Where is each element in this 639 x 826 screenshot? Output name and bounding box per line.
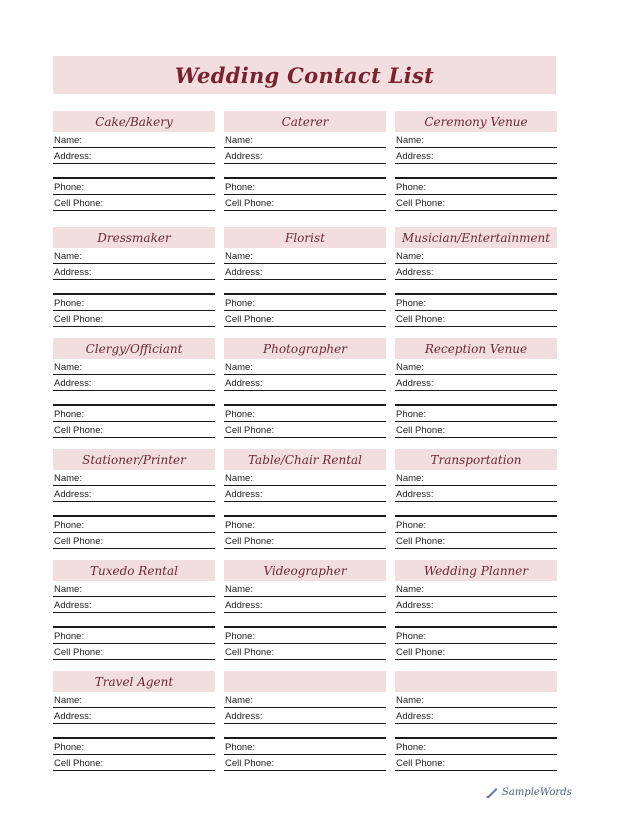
contact-block — [224, 560, 386, 660]
category-heading: Cake/Bakery — [53, 111, 215, 132]
cell-phone-field[interactable] — [53, 311, 215, 327]
cell-phone-field-label: Cell Phone: — [54, 647, 104, 658]
phone-field-label: Phone: — [225, 409, 256, 420]
name-field[interactable] — [53, 248, 215, 264]
name-field-label: Name: — [225, 473, 253, 484]
address-field-label: Address: — [225, 151, 263, 162]
cell-phone-field-label: Cell Phone: — [225, 647, 275, 658]
address-field-label: Address: — [225, 267, 263, 278]
name-field-label: Name: — [54, 251, 82, 262]
cell-phone-field[interactable] — [224, 644, 386, 660]
phone-field[interactable] — [224, 179, 386, 195]
contact-block — [395, 671, 557, 771]
cell-phone-field-label: Cell Phone: — [396, 758, 446, 769]
category-heading: Stationer/Printer — [53, 449, 215, 470]
phone-field[interactable] — [395, 406, 557, 422]
address-field-label: Address: — [54, 267, 92, 278]
name-field[interactable] — [224, 470, 386, 486]
contact-block — [53, 671, 215, 771]
phone-field[interactable] — [395, 739, 557, 755]
cell-phone-field[interactable] — [53, 533, 215, 549]
address-line[interactable] — [53, 391, 215, 406]
address-field[interactable] — [224, 148, 386, 164]
category-heading — [224, 671, 386, 692]
cell-phone-field[interactable] — [53, 644, 215, 660]
phone-field-label: Phone: — [396, 182, 427, 193]
name-field[interactable] — [224, 359, 386, 375]
phone-field-label: Phone: — [396, 409, 427, 420]
cell-phone-field[interactable] — [395, 311, 557, 327]
contact-block — [224, 111, 386, 211]
address-field[interactable] — [224, 597, 386, 613]
address-line[interactable] — [53, 502, 215, 517]
name-field[interactable] — [395, 470, 557, 486]
name-field-label: Name: — [396, 362, 424, 373]
phone-field-label: Phone: — [396, 298, 427, 309]
address-line[interactable] — [395, 280, 557, 295]
address-field[interactable] — [224, 486, 386, 502]
cell-phone-field-label: Cell Phone: — [54, 758, 104, 769]
cell-phone-field[interactable] — [53, 195, 215, 211]
phone-field[interactable] — [224, 295, 386, 311]
phone-field[interactable] — [395, 517, 557, 533]
address-line[interactable] — [395, 724, 557, 739]
address-field[interactable] — [395, 375, 557, 391]
address-field[interactable] — [395, 148, 557, 164]
contact-block — [395, 227, 557, 327]
cell-phone-field[interactable] — [224, 533, 386, 549]
name-field-label: Name: — [225, 251, 253, 262]
cell-phone-field-label: Cell Phone: — [54, 198, 104, 209]
category-heading: Florist — [224, 227, 386, 248]
address-line[interactable] — [395, 391, 557, 406]
category-heading: Videographer — [224, 560, 386, 581]
name-field-label: Name: — [225, 362, 253, 373]
cell-phone-field-label: Cell Phone: — [54, 314, 104, 325]
logo-text: SampleWords — [502, 786, 572, 798]
address-line[interactable] — [53, 280, 215, 295]
category-heading: Photographer — [224, 338, 386, 359]
cell-phone-field-label: Cell Phone: — [225, 314, 275, 325]
cell-phone-field-label: Cell Phone: — [54, 536, 104, 547]
phone-field-label: Phone: — [396, 520, 427, 531]
name-field[interactable] — [53, 470, 215, 486]
address-field[interactable] — [53, 375, 215, 391]
category-heading: Ceremony Venue — [395, 111, 557, 132]
name-field-label: Name: — [396, 695, 424, 706]
address-line[interactable] — [53, 724, 215, 739]
category-heading: Wedding Planner — [395, 560, 557, 581]
address-field-label: Address: — [396, 151, 434, 162]
address-field[interactable] — [395, 597, 557, 613]
address-field-label: Address: — [54, 151, 92, 162]
contact-block — [395, 449, 557, 549]
phone-field-label: Phone: — [396, 742, 427, 753]
contact-block — [224, 338, 386, 438]
cell-phone-field[interactable] — [395, 422, 557, 438]
address-field-label: Address: — [225, 489, 263, 500]
phone-field-label: Phone: — [54, 520, 85, 531]
contact-block — [53, 449, 215, 549]
contact-block — [224, 671, 386, 771]
address-line[interactable] — [53, 164, 215, 179]
address-field-label: Address: — [54, 489, 92, 500]
address-line[interactable] — [224, 391, 386, 406]
pen-logo-icon — [485, 785, 499, 799]
phone-field-label: Phone: — [54, 182, 85, 193]
address-field[interactable] — [53, 486, 215, 502]
name-field-label: Name: — [396, 473, 424, 484]
contact-block — [53, 560, 215, 660]
phone-field-label: Phone: — [54, 409, 85, 420]
cell-phone-field[interactable] — [224, 311, 386, 327]
name-field[interactable] — [395, 581, 557, 597]
category-heading: Transportation — [395, 449, 557, 470]
name-field-label: Name: — [396, 584, 424, 595]
contact-block — [224, 449, 386, 549]
category-heading: Musician/Entertainment — [395, 227, 557, 248]
contact-block — [395, 111, 557, 211]
name-field-label: Name: — [225, 584, 253, 595]
name-field[interactable] — [53, 692, 215, 708]
cell-phone-field[interactable] — [224, 422, 386, 438]
phone-field[interactable] — [53, 517, 215, 533]
category-heading: Caterer — [224, 111, 386, 132]
category-heading — [395, 671, 557, 692]
phone-field-label: Phone: — [225, 631, 256, 642]
phone-field[interactable] — [224, 406, 386, 422]
address-field[interactable] — [224, 375, 386, 391]
cell-phone-field[interactable] — [395, 755, 557, 771]
contact-block — [395, 338, 557, 438]
cell-phone-field-label: Cell Phone: — [396, 314, 446, 325]
category-heading: Table/Chair Rental — [224, 449, 386, 470]
name-field-label: Name: — [54, 135, 82, 146]
cell-phone-field[interactable] — [395, 195, 557, 211]
phone-field[interactable] — [224, 628, 386, 644]
address-line[interactable] — [224, 724, 386, 739]
address-field[interactable] — [395, 708, 557, 724]
phone-field[interactable] — [53, 406, 215, 422]
name-field-label: Name: — [54, 362, 82, 373]
address-line[interactable] — [224, 164, 386, 179]
cell-phone-field[interactable] — [53, 422, 215, 438]
name-field[interactable] — [395, 248, 557, 264]
address-field-label: Address: — [396, 711, 434, 722]
address-field[interactable] — [395, 264, 557, 280]
phone-field[interactable] — [395, 628, 557, 644]
category-heading: Reception Venue — [395, 338, 557, 359]
address-field-label: Address: — [54, 600, 92, 611]
cell-phone-field-label: Cell Phone: — [396, 647, 446, 658]
name-field[interactable] — [395, 692, 557, 708]
contact-block — [224, 227, 386, 327]
address-line[interactable] — [224, 613, 386, 628]
cell-phone-field[interactable] — [53, 755, 215, 771]
category-heading: Clergy/Officiant — [53, 338, 215, 359]
contact-block — [395, 560, 557, 660]
cell-phone-field[interactable] — [395, 533, 557, 549]
phone-field[interactable] — [224, 517, 386, 533]
phone-field[interactable] — [53, 739, 215, 755]
phone-field-label: Phone: — [54, 742, 85, 753]
address-field-label: Address: — [225, 378, 263, 389]
name-field[interactable] — [224, 132, 386, 148]
phone-field-label: Phone: — [396, 631, 427, 642]
cell-phone-field-label: Cell Phone: — [396, 425, 446, 436]
cell-phone-field-label: Cell Phone: — [225, 198, 275, 209]
address-field-label: Address: — [396, 489, 434, 500]
phone-field[interactable] — [53, 295, 215, 311]
name-field-label: Name: — [54, 473, 82, 484]
address-field-label: Address: — [225, 600, 263, 611]
address-field-label: Address: — [396, 267, 434, 278]
address-line[interactable] — [395, 502, 557, 517]
cell-phone-field[interactable] — [224, 195, 386, 211]
name-field[interactable] — [395, 359, 557, 375]
address-field-label: Address: — [225, 711, 263, 722]
address-field[interactable] — [224, 708, 386, 724]
title-banner — [53, 56, 556, 94]
address-line[interactable] — [395, 164, 557, 179]
contact-block — [53, 227, 215, 327]
phone-field[interactable] — [53, 628, 215, 644]
address-line[interactable] — [224, 502, 386, 517]
cell-phone-field[interactable] — [395, 644, 557, 660]
phone-field-label: Phone: — [225, 298, 256, 309]
address-field-label: Address: — [54, 711, 92, 722]
page-title: Wedding Contact List — [174, 62, 435, 88]
phone-field[interactable] — [53, 179, 215, 195]
name-field[interactable] — [53, 581, 215, 597]
phone-field[interactable] — [224, 739, 386, 755]
address-line[interactable] — [224, 280, 386, 295]
name-field-label: Name: — [54, 584, 82, 595]
address-field[interactable] — [395, 486, 557, 502]
name-field[interactable] — [224, 248, 386, 264]
cell-phone-field-label: Cell Phone: — [54, 425, 104, 436]
sample-words-logo — [485, 785, 572, 799]
address-field[interactable] — [53, 148, 215, 164]
address-field-label: Address: — [396, 600, 434, 611]
address-field[interactable] — [53, 264, 215, 280]
phone-field-label: Phone: — [225, 742, 256, 753]
cell-phone-field-label: Cell Phone: — [225, 758, 275, 769]
cell-phone-field-label: Cell Phone: — [396, 198, 446, 209]
cell-phone-field-label: Cell Phone: — [225, 425, 275, 436]
category-heading: Travel Agent — [53, 671, 215, 692]
phone-field-label: Phone: — [54, 631, 85, 642]
phone-field[interactable] — [395, 179, 557, 195]
name-field-label: Name: — [396, 251, 424, 262]
phone-field-label: Phone: — [225, 182, 256, 193]
address-line[interactable] — [53, 613, 215, 628]
phone-field-label: Phone: — [54, 298, 85, 309]
contact-block — [53, 338, 215, 438]
name-field-label: Name: — [225, 135, 253, 146]
name-field-label: Name: — [225, 695, 253, 706]
address-line[interactable] — [395, 613, 557, 628]
name-field-label: Name: — [396, 135, 424, 146]
address-field[interactable] — [53, 597, 215, 613]
address-field-label: Address: — [54, 378, 92, 389]
name-field[interactable] — [224, 692, 386, 708]
address-field[interactable] — [53, 708, 215, 724]
category-heading: Tuxedo Rental — [53, 560, 215, 581]
name-field[interactable] — [53, 132, 215, 148]
phone-field[interactable] — [395, 295, 557, 311]
phone-field-label: Phone: — [225, 520, 256, 531]
contact-block — [53, 111, 215, 211]
name-field-label: Name: — [54, 695, 82, 706]
cell-phone-field-label: Cell Phone: — [225, 536, 275, 547]
address-field[interactable] — [224, 264, 386, 280]
name-field[interactable] — [224, 581, 386, 597]
cell-phone-field[interactable] — [224, 755, 386, 771]
address-field-label: Address: — [396, 378, 434, 389]
category-heading: Dressmaker — [53, 227, 215, 248]
name-field[interactable] — [53, 359, 215, 375]
name-field[interactable] — [395, 132, 557, 148]
cell-phone-field-label: Cell Phone: — [396, 536, 446, 547]
